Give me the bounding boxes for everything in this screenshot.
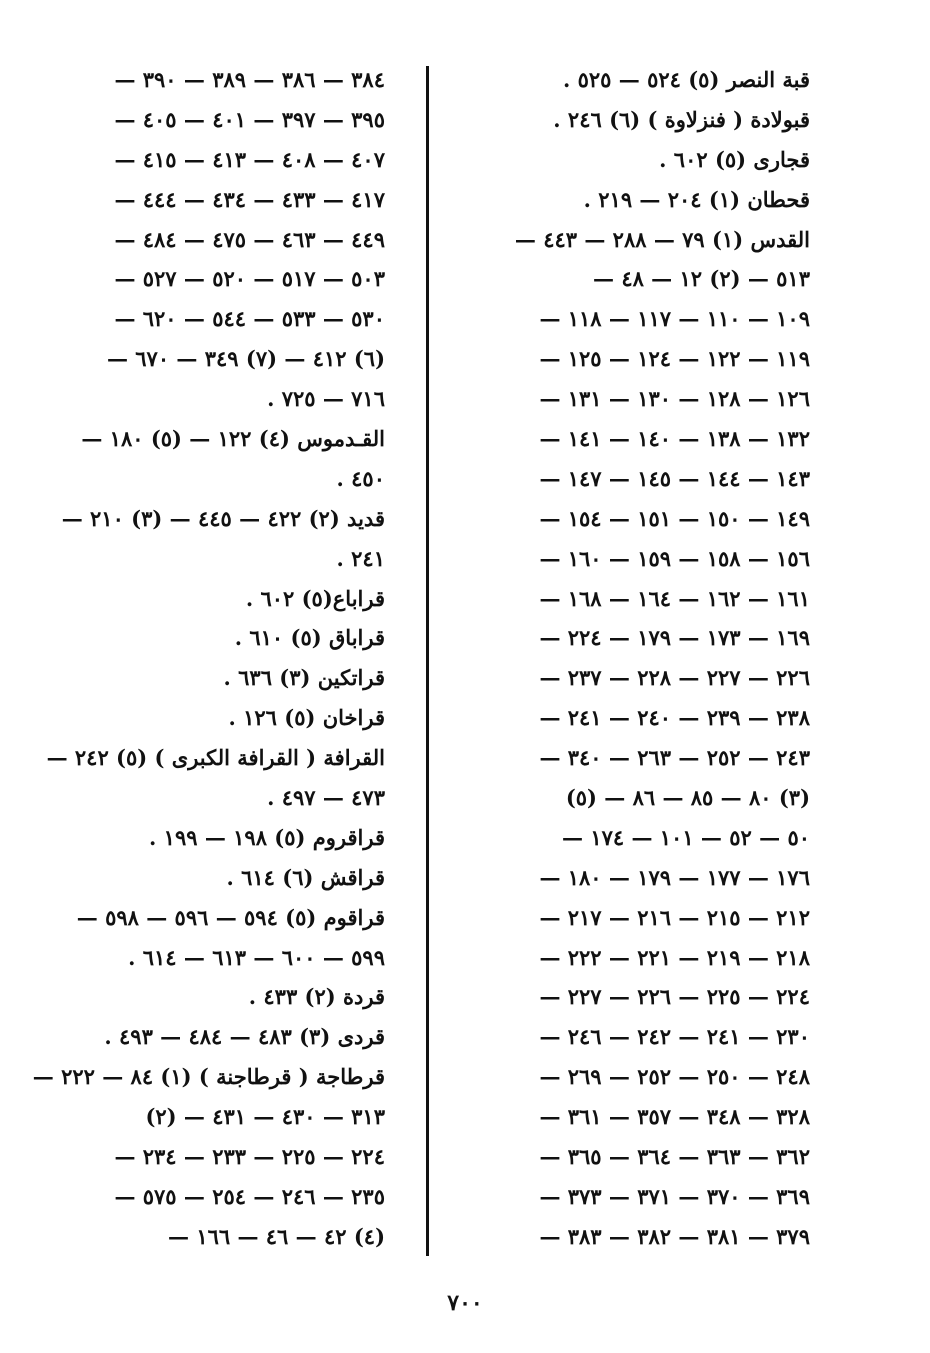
index-entry-line: قحطان (١) ٢٠٤ — ٢١٩ . bbox=[583, 186, 810, 212]
index-entry-line: ١٦١ — ١٦٢ — ١٦٤ — ١٦٨ — bbox=[539, 585, 810, 611]
index-entry-line: ٥٠٣ — ٥١٧ — ٥٢٠ — ٥٢٧ — bbox=[114, 266, 385, 292]
index-entry-line: (٣) ٨٠ — ٨٥ — ٨٦ — (٥) bbox=[565, 785, 810, 811]
index-entry-line: ٧١٦ — ٧٢٥ . bbox=[267, 386, 385, 412]
index-entry-line: ٣٢٨ — ٣٤٨ — ٣٥٧ — ٣٦١ — bbox=[539, 1104, 810, 1130]
index-entry-line: القـدموس (٤) ١٢٢ — (٥) ١٨٠ — bbox=[81, 426, 385, 452]
index-entry-line: ١٦٩ — ١٧٣ — ١٧٩ — ٢٢٤ — bbox=[539, 625, 810, 651]
index-entry-line: ١٠٩ — ١١٠ — ١١٧ — ١١٨ — bbox=[539, 306, 810, 332]
index-entry-line: ٢٢٤ — ٢٢٥ — ٢٢٦ — ٢٢٧ — bbox=[539, 984, 810, 1010]
page-number: ٧٠٠ bbox=[447, 1290, 483, 1316]
left-index-column bbox=[32, 60, 385, 1257]
index-entry-line: ١٥٦ — ١٥٨ — ١٥٩ — ١٦٠ — bbox=[539, 545, 810, 571]
index-entry-line: ٢٣٨ — ٢٣٩ — ٢٤٠ — ٢٤١ — bbox=[539, 705, 810, 731]
index-entry-line: ٣٧٩ — ٣٨١ — ٣٨٢ — ٣٨٣ — bbox=[539, 1223, 810, 1249]
index-entry-line: ٥٩٩ — ٦٠٠ — ٦١٣ — ٦١٤ . bbox=[128, 944, 385, 970]
index-entry-line: ٣٨٤ — ٣٨٦ — ٣٨٩ — ٣٩٠ — bbox=[114, 67, 385, 92]
index-entry-line: ٢٤٣ — ٢٥٢ — ٢٦٣ — ٣٤٠ — bbox=[539, 745, 810, 771]
index-entry-line: ١١٩ — ١٢٢ — ١٢٤ — ١٢٥ — bbox=[539, 346, 810, 372]
index-entry-line: ٣٩٥ — ٣٩٧ — ٤٠١ — ٤٠٥ — bbox=[114, 106, 385, 132]
index-entry-line: ٥١٣ — (٢) ١٢ — ٤٨ — bbox=[593, 266, 810, 292]
index-entry-line: قراقش (٦) ٦١٤ . bbox=[226, 864, 385, 890]
index-entry-line: قردة (٢) ٤٣٣ . bbox=[248, 984, 385, 1010]
index-entry-line: ٢١٨ — ٢١٩ — ٢٢١ — ٢٢٢ — bbox=[539, 944, 810, 970]
index-entry-line: ٥٠ — ٥٢ — ١٠١ — ١٧٤ — bbox=[562, 824, 810, 850]
index-entry-line: (٦) ٤١٢ — (٧) ٣٤٩ — ٦٧٠ — bbox=[106, 346, 385, 372]
index-entry-line: ٤١٧ — ٤٣٣ — ٤٣٤ — ٤٤٤ — bbox=[114, 186, 385, 212]
index-entry-line: ٢٢٤ — ٢٢٥ — ٢٣٣ — ٢٣٤ — bbox=[114, 1144, 385, 1170]
index-entry-line: قبولادة ( فنزلاوة ) (٦) ٢٤٦ . bbox=[553, 106, 810, 132]
index-entry-line: قراقروم (٥) ١٩٨ — ١٩٩ . bbox=[149, 824, 385, 850]
index-entry-line: ٢٢٦ — ٢٢٧ — ٢٢٨ — ٢٣٧ — bbox=[539, 665, 810, 691]
index-entry-line: قراباق (٥) ٦١٠ . bbox=[234, 625, 385, 651]
index-entry-line: ٤٠٧ — ٤٠٨ — ٤١٣ — ٤١٥ — bbox=[114, 146, 385, 172]
index-entry-line: ٢٤١ . bbox=[336, 545, 385, 571]
index-entry-line: قراخان (٥) ١٢٦ . bbox=[228, 705, 385, 731]
index-entry-line: (٤) ٤٢ — ٤٦ — ١٦٦ — bbox=[168, 1223, 385, 1249]
index-entry-line: القرافة ( القرافة الكبرى ) (٥) ٢٤٢ — bbox=[46, 745, 385, 771]
index-entry-line: ٣٦٢ — ٣٦٣ — ٣٦٤ — ٣٦٥ — bbox=[539, 1144, 810, 1170]
index-entry-line: قردى (٣) ٤٨٣ — ٤٨٤ — ٤٩٣ . bbox=[104, 1024, 385, 1050]
index-entry-line: ٤٧٣ — ٤٩٧ . bbox=[267, 785, 385, 811]
index-entry-line: ٢٣٥ — ٢٤٦ — ٢٥٤ — ٥٧٥ — bbox=[114, 1183, 385, 1209]
index-entry-line: قراباع(٥) ٦٠٢ . bbox=[245, 585, 385, 611]
right-index-column bbox=[450, 60, 810, 1257]
index-entry-line: ٢١٢ — ٢١٥ — ٢١٦ — ٢١٧ — bbox=[539, 904, 810, 930]
index-entry-line: قجارى (٥) ٦٠٢ . bbox=[659, 146, 810, 172]
index-entry-line: ٢٣٠ — ٢٤١ — ٢٤٢ — ٢٤٦ — bbox=[539, 1024, 810, 1050]
index-entry-line: ١٧٦ — ١٧٧ — ١٧٩ — ١٨٠ — bbox=[539, 864, 810, 890]
index-entry-line: ١٢٦ — ١٢٨ — ١٣٠ — ١٣١ — bbox=[539, 386, 810, 412]
index-entry-line: ١٤٩ — ١٥٠ — ١٥١ — ١٥٤ — bbox=[539, 505, 810, 531]
index-entry-line: ٥٣٠ — ٥٣٣ — ٥٤٤ — ٦٢٠ — bbox=[114, 306, 385, 332]
index-entry-line: قديد (٢) ٤٢٢ — ٤٤٥ — (٣) ٢١٠ — bbox=[61, 505, 385, 531]
index-entry-line: قبة النصر (٥) ٥٢٤ — ٥٢٥ . bbox=[562, 67, 810, 92]
index-entry-line: قرطاجة ( قرطاجنة ) (١) ٨٤ — ٢٢٢ — bbox=[32, 1064, 385, 1090]
index-entry-line: ٤٥٠ . bbox=[336, 465, 385, 491]
index-entry-line: ٢٤٨ — ٢٥٠ — ٢٥٢ — ٢٦٩ — bbox=[539, 1064, 810, 1090]
index-entry-line: ١٤٣ — ١٤٤ — ١٤٥ — ١٤٧ — bbox=[539, 465, 810, 491]
index-entry-line: ١٣٢ — ١٣٨ — ١٤٠ — ١٤١ — bbox=[539, 426, 810, 452]
index-entry-line: القدس (١) ٧٩ — ٢٨٨ — ٤٤٣ — bbox=[514, 226, 810, 252]
index-entry-line: ٣١٣ — ٤٣٠ — ٤٣١ — (٢) bbox=[145, 1104, 385, 1130]
index-entry-line: ٤٤٩ — ٤٦٣ — ٤٧٥ — ٤٨٤ — bbox=[114, 226, 385, 252]
index-entry-line: قراقوم (٥) ٥٩٤ — ٥٩٦ — ٥٩٨ — bbox=[76, 904, 385, 930]
column-divider bbox=[426, 66, 429, 1256]
index-entry-line: قراتكين (٣) ٦٣٦ . bbox=[223, 665, 385, 691]
index-entry-line: ٣٦٩ — ٣٧٠ — ٣٧١ — ٣٧٣ — bbox=[539, 1183, 810, 1209]
